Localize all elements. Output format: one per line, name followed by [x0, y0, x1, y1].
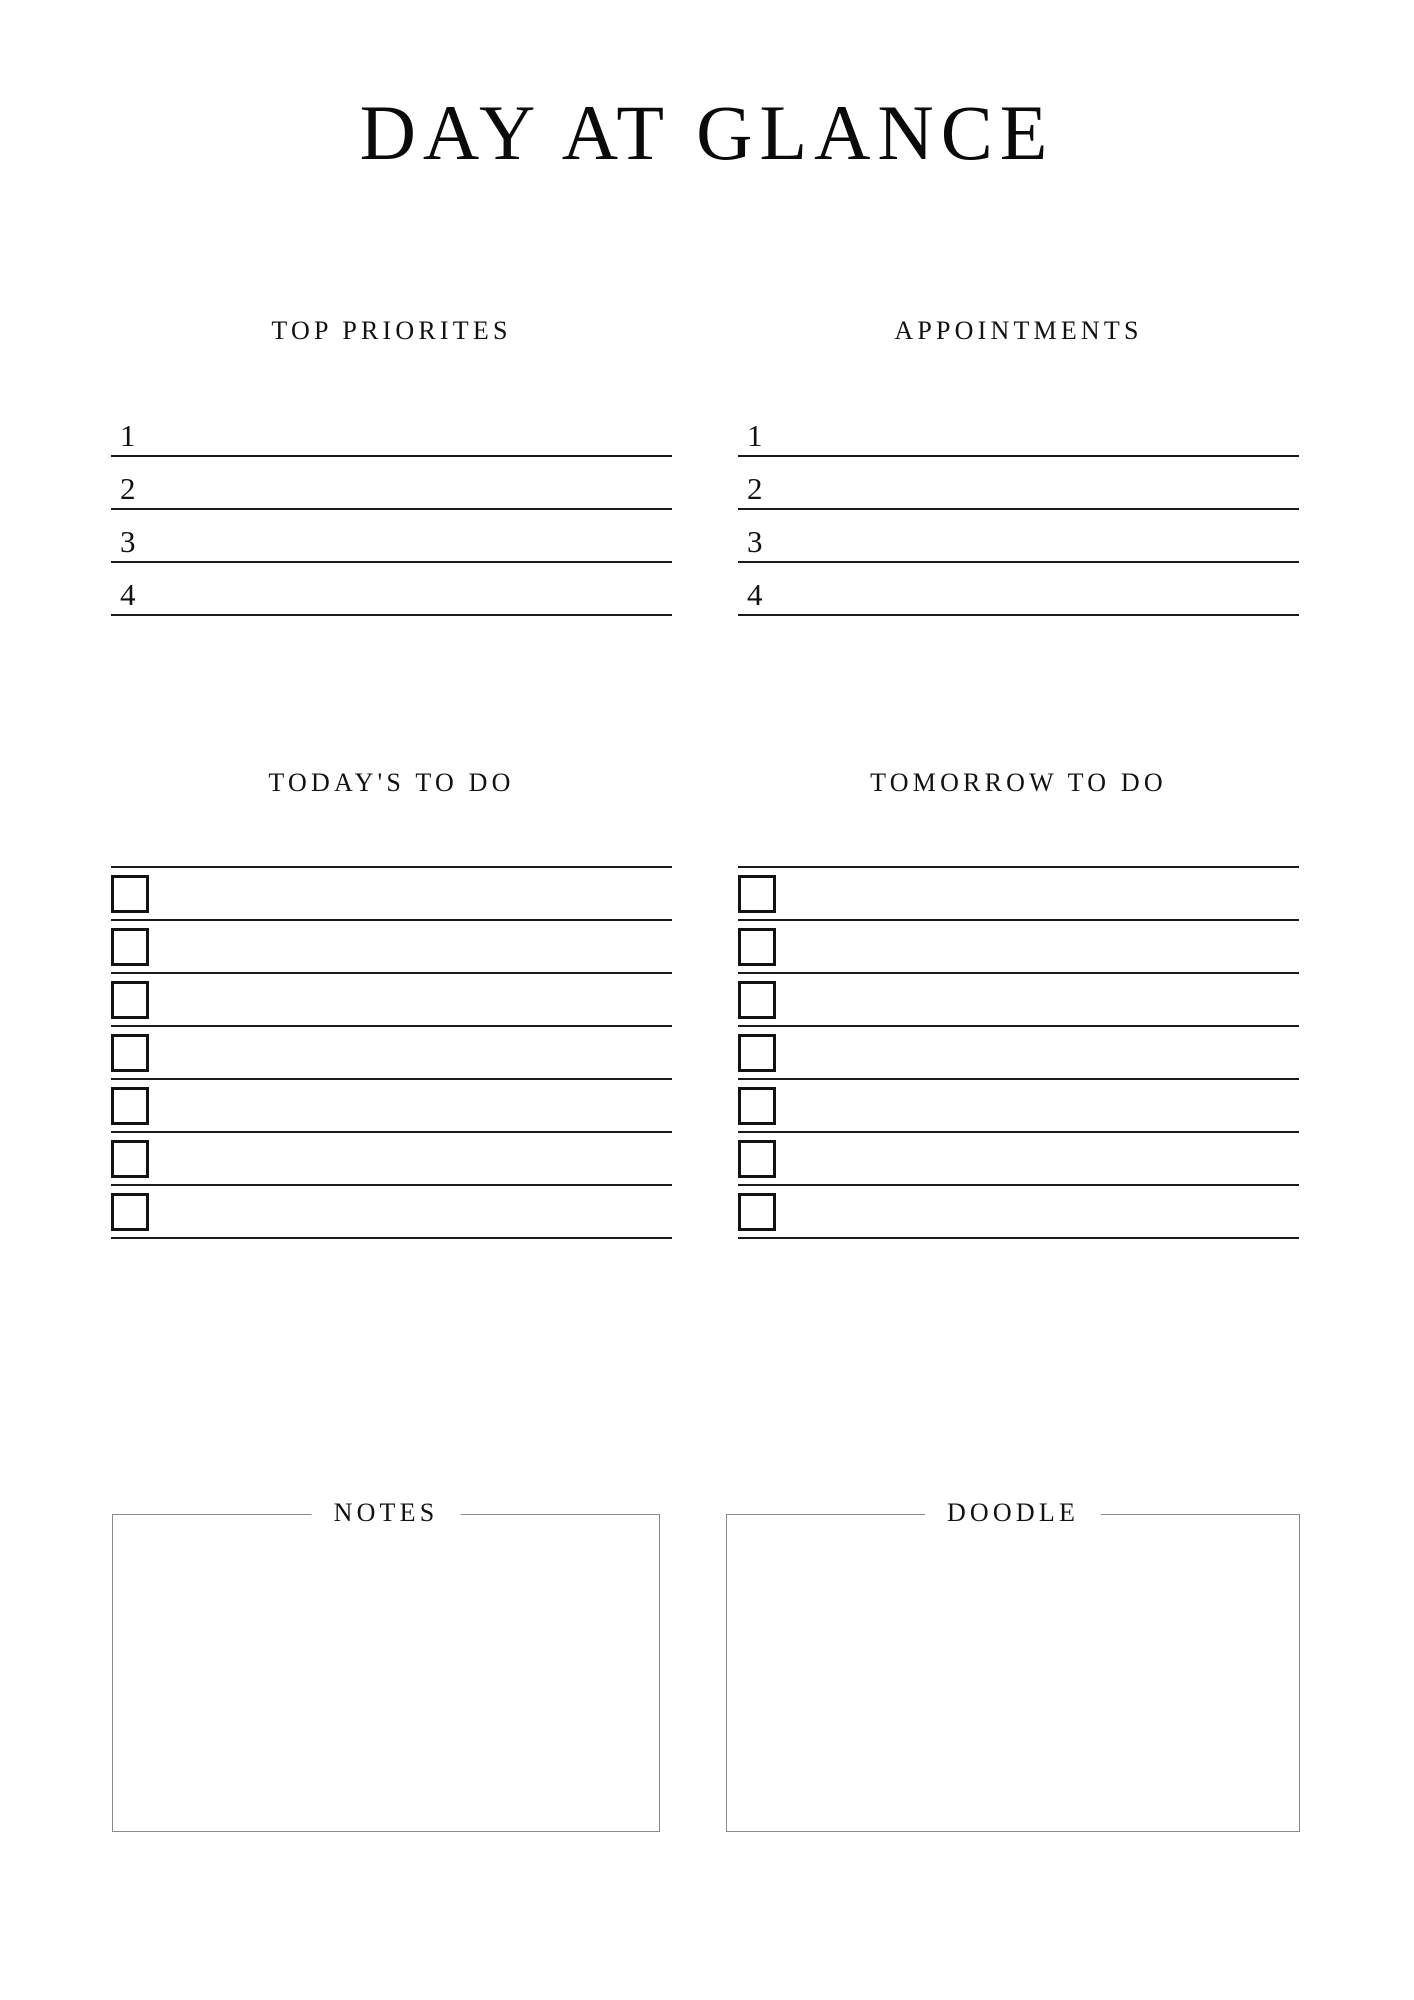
todays-todo-input[interactable] [157, 1027, 672, 1078]
top-priority-row-4[interactable] [111, 563, 672, 616]
todays-todo-row[interactable] [111, 974, 672, 1027]
top-priority-input-3[interactable] [157, 510, 672, 561]
checkbox-icon[interactable] [111, 928, 149, 966]
top-priority-input-4[interactable] [157, 563, 672, 614]
checkbox-icon[interactable] [111, 1087, 149, 1125]
top-priorities-list [111, 404, 672, 616]
page-title: DAY AT GLANCE [359, 89, 1055, 176]
row-number: 1 [120, 418, 136, 453]
tomorrow-todo-row[interactable] [738, 1027, 1299, 1080]
tomorrow-todo-row[interactable] [738, 868, 1299, 921]
checkbox-icon[interactable] [738, 875, 776, 913]
tomorrow-todo-input[interactable] [784, 1080, 1299, 1131]
top-priority-row-3[interactable] [111, 510, 672, 563]
todays-todo-input[interactable] [157, 974, 672, 1025]
top-priority-row-2[interactable] [111, 457, 672, 510]
tomorrow-todo-input[interactable] [784, 1133, 1299, 1184]
checkbox-icon[interactable] [738, 1140, 776, 1178]
todays-todo-input[interactable] [157, 921, 672, 972]
section-header-appointments: APPOINTMENTS [894, 316, 1143, 345]
section-header-todays-todo: TODAY'S TO DO [268, 768, 515, 797]
row-number: 4 [747, 577, 763, 612]
appointment-row-4[interactable] [738, 563, 1299, 616]
row-number: 3 [120, 524, 136, 559]
todays-todo-input[interactable] [157, 1186, 672, 1237]
checkbox-icon[interactable] [738, 981, 776, 1019]
checkbox-icon[interactable] [111, 1140, 149, 1178]
todays-todo-row[interactable] [111, 1133, 672, 1186]
row-number: 1 [747, 418, 763, 453]
checkbox-icon[interactable] [738, 1193, 776, 1231]
appointments-list [738, 404, 1299, 616]
todays-todo-row[interactable] [111, 1186, 672, 1239]
tomorrow-todo-list [738, 866, 1299, 1239]
todays-todo-row[interactable] [111, 868, 672, 921]
section-header-tomorrow-todo: TOMORROW TO DO [870, 768, 1167, 797]
tomorrow-todo-input[interactable] [784, 974, 1299, 1025]
appointment-input-1[interactable] [784, 404, 1299, 455]
row-number: 2 [120, 471, 136, 506]
row-number: 3 [747, 524, 763, 559]
checkbox-icon[interactable] [111, 1034, 149, 1072]
appointment-input-3[interactable] [784, 510, 1299, 561]
tomorrow-todo-row[interactable] [738, 1186, 1299, 1239]
appointment-input-4[interactable] [784, 563, 1299, 614]
todays-todo-input[interactable] [157, 868, 672, 919]
row-number: 4 [120, 577, 136, 612]
notes-input-area[interactable] [113, 1515, 659, 1831]
checkbox-icon[interactable] [111, 981, 149, 1019]
todays-todo-input[interactable] [157, 1133, 672, 1184]
tomorrow-todo-input[interactable] [784, 868, 1299, 919]
todays-todo-row[interactable] [111, 1080, 672, 1133]
top-priority-input-1[interactable] [157, 404, 672, 455]
todays-todo-row[interactable] [111, 921, 672, 974]
notes-label: NOTES [312, 1497, 461, 1529]
appointment-row-2[interactable] [738, 457, 1299, 510]
todays-todo-row[interactable] [111, 1027, 672, 1080]
tomorrow-todo-row[interactable] [738, 1133, 1299, 1186]
appointment-row-3[interactable] [738, 510, 1299, 563]
doodle-box [726, 1498, 1300, 1832]
appointment-input-2[interactable] [784, 457, 1299, 508]
tomorrow-todo-input[interactable] [784, 1186, 1299, 1237]
tomorrow-todo-input[interactable] [784, 1027, 1299, 1078]
top-priority-input-2[interactable] [157, 457, 672, 508]
top-priority-row-1[interactable] [111, 404, 672, 457]
checkbox-icon[interactable] [738, 1087, 776, 1125]
checkbox-icon[interactable] [738, 928, 776, 966]
appointment-row-1[interactable] [738, 404, 1299, 457]
notes-box [112, 1498, 660, 1832]
todays-todo-list [111, 866, 672, 1239]
row-number: 2 [747, 471, 763, 506]
checkbox-icon[interactable] [111, 1193, 149, 1231]
doodle-label: DOODLE [925, 1497, 1101, 1529]
tomorrow-todo-input[interactable] [784, 921, 1299, 972]
checkbox-icon[interactable] [111, 875, 149, 913]
doodle-input-area[interactable] [727, 1515, 1299, 1831]
tomorrow-todo-row[interactable] [738, 1080, 1299, 1133]
tomorrow-todo-row[interactable] [738, 921, 1299, 974]
checkbox-icon[interactable] [738, 1034, 776, 1072]
section-header-top-priorities: TOP PRIORITES [271, 316, 512, 345]
todays-todo-input[interactable] [157, 1080, 672, 1131]
tomorrow-todo-row[interactable] [738, 974, 1299, 1027]
